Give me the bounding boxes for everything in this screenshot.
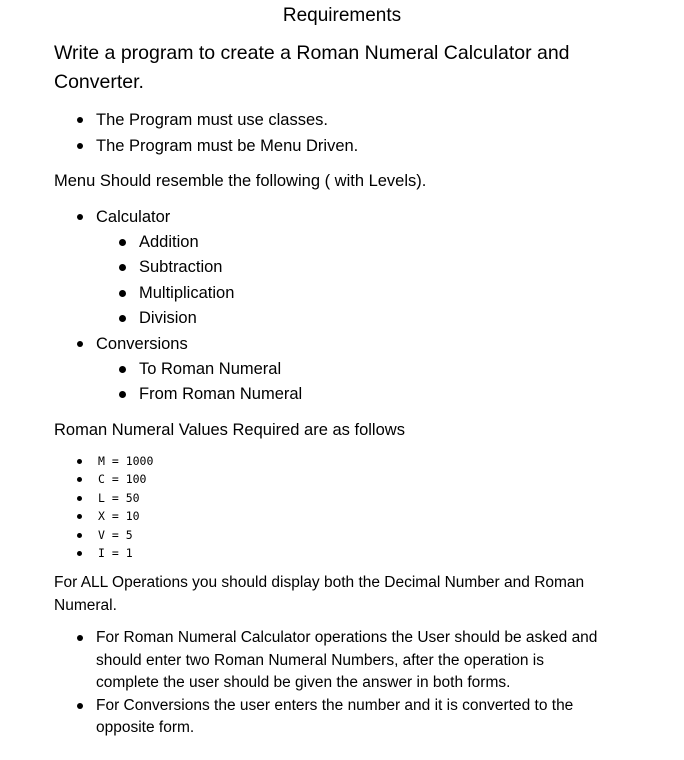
intro-line-2: Converter.: [54, 71, 144, 93]
menu-level-1-list: [54, 204, 302, 408]
numeral-values-list: [54, 452, 153, 562]
menu-item-conversions: [54, 331, 302, 408]
detail-line: should enter two Roman Numeral Numbers, after the operation is: [96, 651, 544, 669]
all-ops-line-1: For ALL Operations you should display both the Decimal Number and Roman: [54, 574, 585, 591]
numeral-value-item: V = 5: [54, 526, 153, 544]
numeral-value-item: I = 1: [54, 544, 153, 562]
all-ops-line-2: Numeral.: [54, 596, 117, 614]
menu-item-conversions-label: Conversions: [96, 335, 188, 354]
submenu-item-from-roman: From Roman Numeral: [117, 382, 302, 407]
detail-line: For Roman Numeral Calculator operations the User should be asked and: [96, 629, 598, 646]
conversions-submenu: [117, 357, 302, 408]
details-list: [54, 627, 597, 740]
menu-item-calculator: [54, 204, 302, 331]
numeral-value-item: M = 1000: [54, 452, 153, 470]
numeral-value-item: C = 100: [54, 470, 153, 488]
numeral-value-item: L = 50: [54, 489, 153, 507]
detail-item-calculator: [54, 627, 597, 695]
detail-line: For Conversions the user enters the number and it is converted to the: [96, 696, 574, 714]
detail-line: complete the user should be given the answer in both forms.: [96, 674, 511, 691]
detail-line: opposite form.: [96, 719, 195, 736]
requirements-list: [54, 107, 358, 159]
all-operations-note: [54, 572, 644, 617]
detail-item-conversions: [54, 695, 597, 740]
submenu-item-to-roman: To Roman Numeral: [117, 357, 302, 382]
requirement-item: The Program must be Menu Driven.: [54, 133, 358, 159]
submenu-item-subtraction: Subtraction: [117, 255, 302, 280]
numeral-value-item: X = 10: [54, 507, 153, 525]
requirement-item: The Program must use classes.: [54, 107, 358, 133]
calculator-submenu: [117, 230, 302, 331]
submenu-item-addition: Addition: [117, 230, 302, 255]
intro-heading: [54, 39, 654, 97]
intro-line-1: Write a program to create a Roman Numeral Calculator and: [54, 42, 570, 64]
submenu-item-division: Division: [117, 306, 302, 331]
submenu-item-multiplication: Multiplication: [117, 281, 302, 306]
menu-intro: Menu Should resemble the following ( with Levels).: [54, 172, 427, 190]
page-title: Requirements: [282, 5, 402, 26]
values-intro: Roman Numeral Values Required are as follows: [54, 421, 405, 439]
menu-item-calculator-label: Calculator: [96, 208, 171, 226]
